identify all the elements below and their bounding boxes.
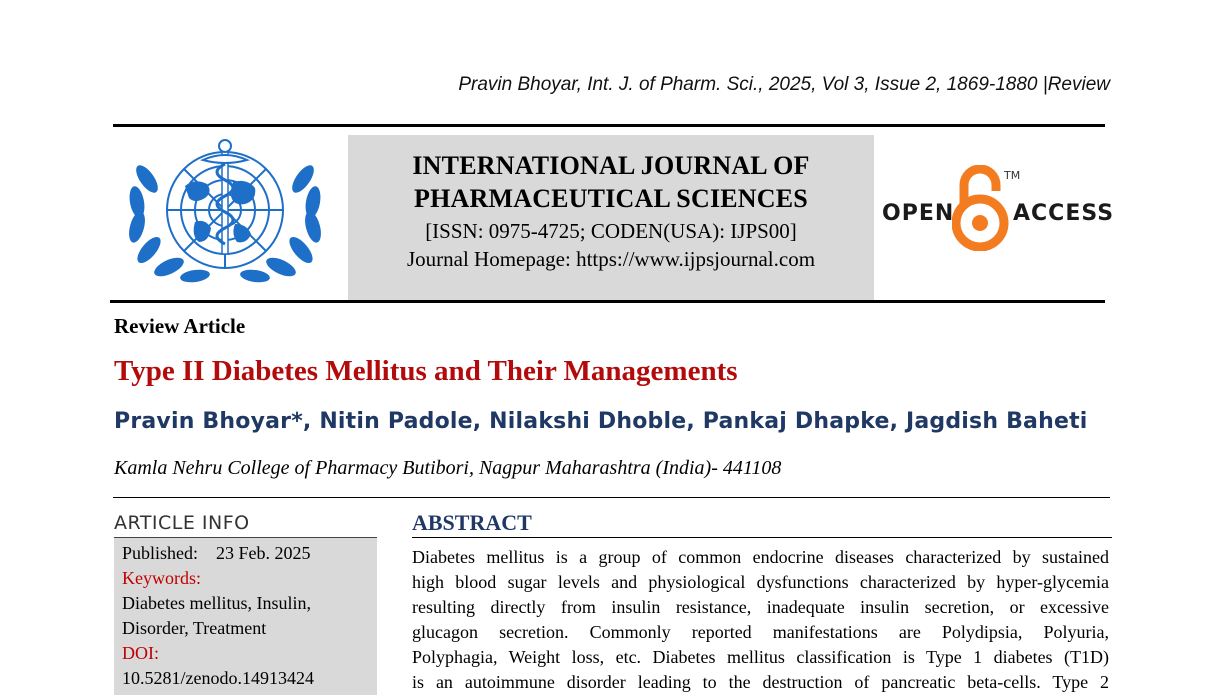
author-list: Pravin Bhoyar*, Nitin Padole, Nilakshi Dhoble, Pankaj Dhapke, Jagdish Baheti xyxy=(114,409,1088,434)
published-row xyxy=(122,541,377,566)
keywords-line-2: Disorder, Treatment xyxy=(122,618,267,638)
article-type: Review Article xyxy=(114,314,246,338)
journal-title-box xyxy=(348,135,874,301)
open-lock-icon xyxy=(952,165,1012,251)
abstract-line: resulting directly from insulin resistance, inadequate insulin secretion, or excessive xyxy=(412,597,1109,617)
author-affiliation: Kamla Nehru College of Pharmacy Butibori, Nagpur Maharashtra (India)- 441108 xyxy=(114,457,782,479)
doi-value[interactable]: 10.5281/zenodo.14913424 xyxy=(122,668,314,688)
affiliation-rule xyxy=(113,497,1110,498)
keywords-label: Keywords: xyxy=(122,568,201,588)
article-info-box xyxy=(114,538,377,695)
open-access-logo xyxy=(880,165,1115,255)
article-title: Type II Diabetes Mellitus and Their Managements xyxy=(114,355,738,387)
abstract-rule xyxy=(412,537,1112,538)
running-header-citation: Pravin Bhoyar, Int. J. of Pharm. Sci., 2025, Vol 3, Issue 2, 1869-1880 |Review xyxy=(458,74,1110,95)
header-bottom-rule xyxy=(110,300,1105,303)
abstract-line: high blood sugar levels and physiological dysfunctions characterized by hyper-glycemia xyxy=(412,572,1109,592)
journal-issn: [ISSN: 0975-4725; CODEN(USA): IJPS00] xyxy=(425,219,797,243)
abstract-line: Polyphagia, Weight loss, etc. Diabetes mellitus classification is Type 1 diabetes (T1D) xyxy=(412,647,1109,667)
header-top-rule xyxy=(113,124,1105,127)
trademark-text: TM xyxy=(1004,169,1021,182)
abstract-line: Diabetes mellitus is a group of common endocrine diseases characterized by sustained xyxy=(412,547,1109,567)
abstract-line: glucagon secretion. Commonly reported manifestations are Polydipsia, Polyuria, xyxy=(412,622,1109,642)
abstract-line: is an autoimmune disorder leading to the destruction of pancreatic beta-cells. Type 2 xyxy=(412,672,1109,692)
published-label: Published: xyxy=(122,543,199,563)
abstract-heading: ABSTRACT xyxy=(412,510,532,535)
journal-name-line1: INTERNATIONAL JOURNAL OF xyxy=(412,151,810,180)
open-access-access-text: ACCESS xyxy=(1013,201,1115,226)
journal-name-line2: PHARMACEUTICAL SCIENCES xyxy=(414,184,808,213)
abstract-body xyxy=(412,545,1109,695)
doi-label: DOI: xyxy=(122,643,159,663)
journal-emblem-logo xyxy=(125,134,325,286)
article-info-heading: ARTICLE INFO xyxy=(114,512,250,534)
journal-homepage[interactable]: Journal Homepage: https://www.ijpsjournal.com xyxy=(406,247,816,271)
published-date: 23 Feb. 2025 xyxy=(216,543,311,563)
keywords-line-1: Diabetes mellitus, Insulin, xyxy=(122,593,311,613)
open-access-open-text: OPEN xyxy=(882,201,955,226)
